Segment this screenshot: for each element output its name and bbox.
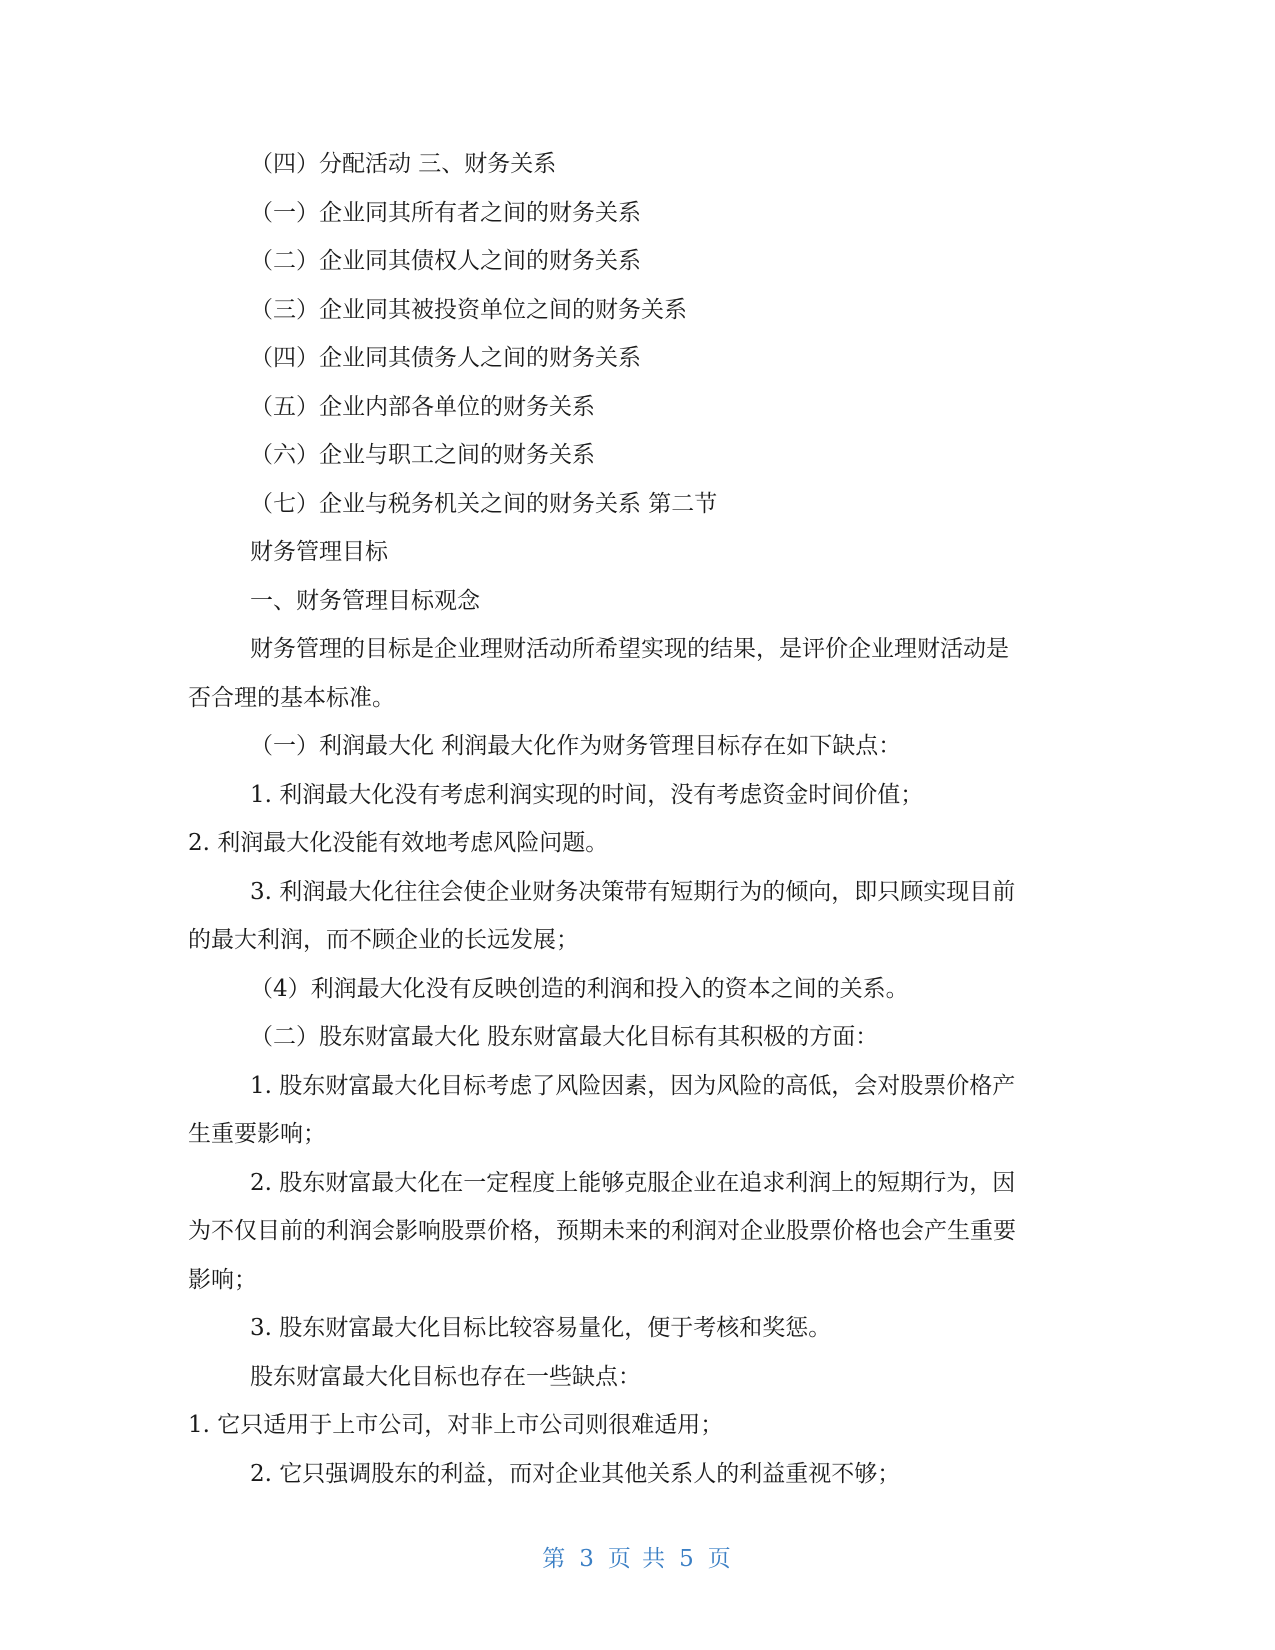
text-line: 否合理的基本标准。 xyxy=(188,684,395,711)
text-line: （三）企业同其被投资单位之间的财务关系 xyxy=(250,296,687,323)
text-line: 生重要影响； xyxy=(188,1121,326,1147)
text-line: 股东财富最大化目标也存在一些缺点： xyxy=(250,1363,641,1390)
text-line: 1. 利润最大化没有考虑利润实现的时间，没有考虑资金时间价值； xyxy=(250,781,924,808)
text-line: 2. 利润最大化没能有效地考虑风险问题。 xyxy=(188,830,609,856)
text-line: （二）企业同其债权人之间的财务关系 xyxy=(250,248,641,274)
footer-suffix: 页 xyxy=(707,1546,733,1572)
text-line: 3. 股东财富最大化目标比较容易量化，便于考核和奖惩。 xyxy=(250,1315,832,1341)
document-body xyxy=(188,140,1088,1498)
text-line: 财务管理目标 xyxy=(250,539,388,565)
text-line: 为不仅目前的利润会影响股票价格，预期未来的利润对企业股票价格也会产生重要 xyxy=(188,1218,1016,1244)
text-line: （二）股东财富最大化 股东财富最大化目标有其积极的方面： xyxy=(250,1024,879,1050)
footer-current-page: 3 xyxy=(579,1546,596,1572)
text-line: 1. 它只适用于上市公司，对非上市公司则很难适用； xyxy=(188,1412,724,1438)
text-line: （四）企业同其债务人之间的财务关系 xyxy=(250,345,641,371)
text-line: 1. 股东财富最大化目标考虑了风险因素，因为风险的高低，会对股票价格产 xyxy=(250,1072,1016,1099)
text-line: 的最大利润，而不顾企业的长远发展； xyxy=(188,927,579,953)
text-line: 2. 股东财富最大化在一定程度上能够克服企业在追求利润上的短期行为，因 xyxy=(250,1169,1016,1196)
text-line: （六）企业与职工之间的财务关系 xyxy=(250,442,595,468)
footer-middle: 页 共 xyxy=(607,1546,668,1572)
text-line: （五）企业内部各单位的财务关系 xyxy=(250,393,595,420)
text-line: 3. 利润最大化往往会使企业财务决策带有短期行为的倾向，即只顾实现目前 xyxy=(250,878,1016,905)
text-line: （4）利润最大化没有反映创造的利润和投入的资本之间的关系。 xyxy=(250,975,909,1002)
footer-prefix: 第 xyxy=(542,1546,568,1572)
text-line: （一）企业同其所有者之间的财务关系 xyxy=(250,199,641,226)
text-line: （七）企业与税务机关之间的财务关系 第二节 xyxy=(250,490,718,517)
text-line: （四）分配活动 三、财务关系 xyxy=(250,151,557,177)
text-line: 影响； xyxy=(188,1266,257,1293)
text-line: 一、财务管理目标观念 xyxy=(250,587,480,614)
text-line: 财务管理的目标是企业理财活动所希望实现的结果，是评价企业理财活动是 xyxy=(250,636,1009,662)
text-line: （一）利润最大化 利润最大化作为财务管理目标存在如下缺点： xyxy=(250,733,902,759)
page-footer xyxy=(0,1540,1275,1573)
text-line: 2. 它只强调股东的利益，而对企业其他关系人的利益重视不够； xyxy=(250,1460,901,1487)
footer-total-pages: 5 xyxy=(679,1546,696,1572)
